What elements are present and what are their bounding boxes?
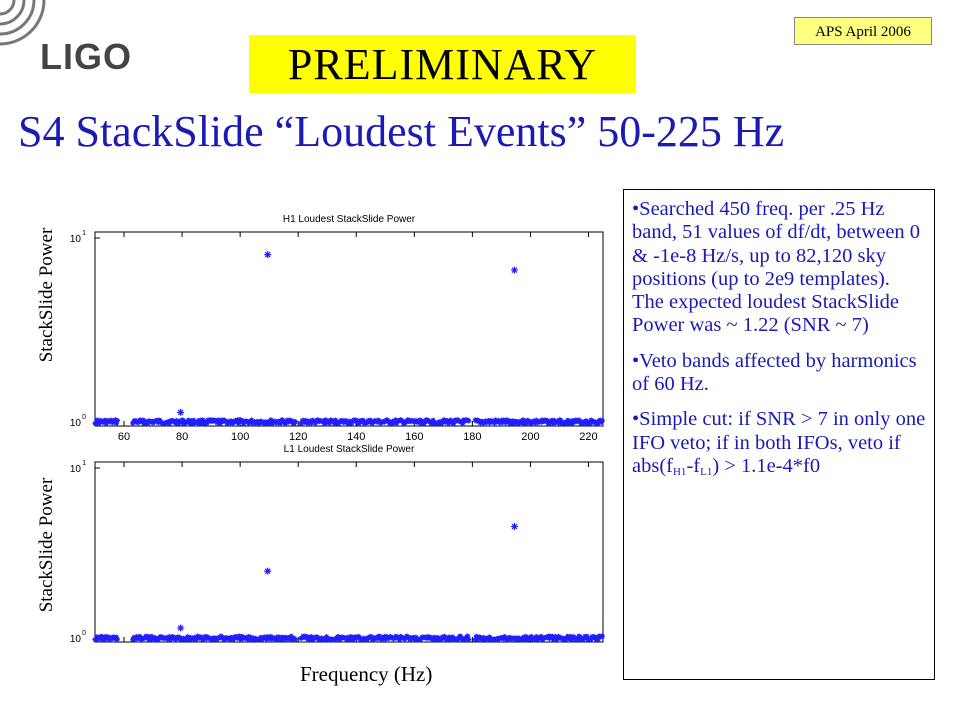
plot-frame — [95, 462, 603, 642]
y-axis-label-top: StackSlide Power — [36, 227, 57, 363]
x-tick-label: 60 — [117, 431, 131, 443]
x-axis-label: Frequency (Hz) — [300, 662, 433, 686]
data-point — [177, 625, 184, 632]
data-point — [511, 523, 518, 530]
y-tick-exponent: 1 — [82, 230, 86, 237]
preliminary-banner: PRELIMINARY — [249, 35, 636, 93]
x-tick-label: 180 — [463, 431, 482, 443]
plot-title: L1 Loudest StackSlide Power — [283, 444, 415, 455]
baseline-point — [293, 419, 298, 424]
x-tick-label: 120 — [289, 431, 308, 443]
baseline-point — [466, 418, 471, 423]
y-tick-label: 10 — [69, 234, 81, 245]
x-tick-label: 100 — [230, 431, 250, 443]
data-point — [511, 267, 518, 274]
note-bullet-3-mid: -f — [686, 454, 701, 477]
y-tick-exponent: 1 — [82, 460, 86, 467]
note-bullet-3-prefix: •Simple cut: if SNR > 7 in only one IFO veto; if in both IFOs, veto if abs(f — [632, 408, 926, 477]
y-tick-label: 10 — [69, 464, 81, 475]
note-bullet-3-suffix: ) > 1.1e-4*f0 — [712, 454, 821, 477]
l1-plot — [69, 444, 615, 658]
note-bullet-2: •Veto bands affected by harmonics of 60 Hz. — [632, 349, 917, 396]
note-sub-l1: L1 — [700, 465, 713, 478]
notes-box — [623, 189, 935, 680]
slide-title: S4 StackSlide “Loudest Events” 50-225 Hz — [18, 107, 785, 156]
data-point — [177, 409, 184, 416]
y-tick-exponent: 0 — [82, 630, 86, 638]
note-bullet-3 — [632, 408, 926, 478]
y-tick-label: 10 — [69, 417, 81, 429]
x-tick-label: 80 — [175, 431, 189, 443]
plot-frame — [95, 232, 603, 426]
x-tick-label: 160 — [405, 431, 424, 443]
baseline-point — [115, 637, 120, 642]
y-tick-label: 10 — [69, 634, 81, 646]
baseline-point — [600, 634, 605, 639]
x-tick-label: 220 — [579, 431, 598, 443]
plot-title: H1 Loudest StackSlide Power — [282, 214, 416, 225]
note-bullet-1: •Searched 450 freq. per .25 Hz band, 51 values of df/dt, between 0 & -1e-8 Hz/s, up to 82,120 sky positions (up to 2e9 templates). The expected loudest StackSlide Power was ~ 1.22 (SNR ~ 7) — [632, 198, 921, 337]
conference-badge: APS April 2006 — [794, 17, 932, 45]
data-point — [264, 251, 271, 258]
h1-plot — [69, 205, 615, 451]
x-tick-label: 140 — [347, 431, 366, 443]
x-tick-label: 200 — [521, 431, 540, 443]
baseline-point — [466, 637, 471, 642]
y-axis-label-bottom: StackSlide Power — [36, 477, 57, 613]
ligo-logo-text: LIGO — [40, 36, 132, 77]
data-point — [264, 568, 271, 575]
note-sub-h1: H1 — [672, 465, 687, 478]
y-tick-exponent: 0 — [82, 413, 86, 421]
